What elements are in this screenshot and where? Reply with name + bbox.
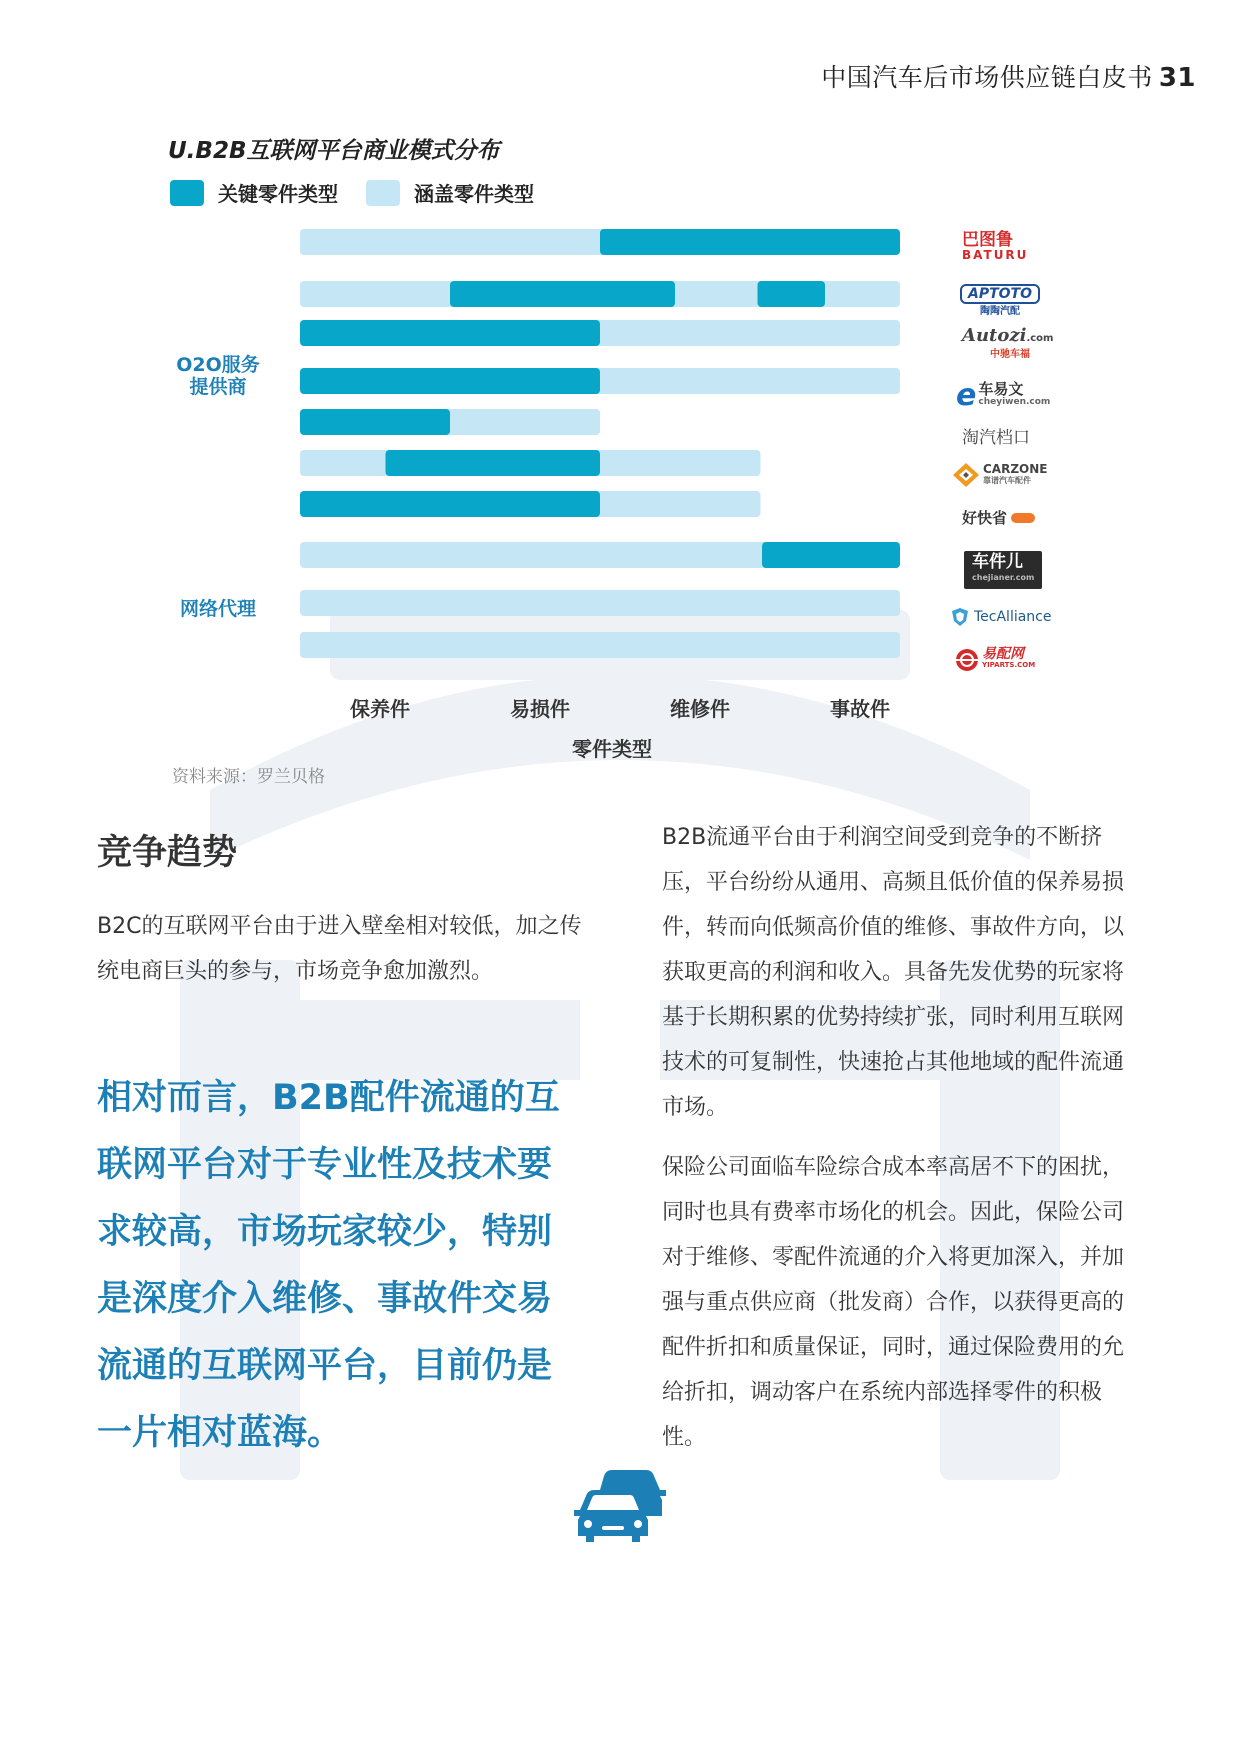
group-label-agent-line1: 网络代理 — [179, 598, 256, 620]
logo-baturu — [962, 230, 1029, 263]
logo-taoqi: 淘汽档口 — [962, 428, 1030, 448]
logo-chejianer-en: chejianer.com — [972, 573, 1035, 582]
bar-cover-8-0 — [300, 590, 900, 616]
pull-quote: 相对而言，B2B配件流通的互联网平台对于专业性及技术要求较高，市场玩家较少，特别是深度介入维修、事故件交易流通的互联网平台，目前仍是一片相对蓝海。 — [97, 1078, 560, 1453]
logo-autozi-cn: 中驰车福 — [990, 349, 1030, 360]
bar-row-4 — [300, 409, 600, 435]
logo-cheyiwen-cn: 车易文 — [978, 379, 1024, 398]
bar-row-6 — [300, 491, 761, 517]
bar-row-0 — [300, 229, 900, 255]
group-label-o2o-line2: 提供商 — [189, 376, 247, 398]
logo-yiparts — [955, 648, 1035, 672]
bar-key-4-0 — [300, 409, 450, 435]
bar-row-1 — [300, 281, 900, 307]
bar-key-5-0 — [386, 450, 601, 476]
logo-aptoto — [960, 284, 1040, 320]
left-paragraph: B2C的互联网平台由于进入壁垒相对较低，加之传统电商巨头的参与，市场竞争愈加激烈。 — [97, 914, 582, 984]
logo-autozi-dot: .com — [1026, 333, 1054, 344]
logo-baturu-cn: 巴图鲁 — [962, 230, 1013, 250]
cheyiwen-e-icon: e — [956, 378, 977, 413]
bar-row-9 — [300, 632, 900, 658]
chart-source: 资料来源：罗兰贝格 — [172, 767, 325, 787]
haokuaisheng-badge-icon — [1011, 513, 1035, 523]
bar-key-0-0 — [600, 229, 900, 255]
bar-key-1-0 — [450, 281, 675, 307]
logo-carzone-en: CARZONE — [983, 462, 1048, 476]
car-icon — [574, 1466, 674, 1550]
logo-baturu-en: BATURU — [962, 248, 1029, 262]
logo-carzone — [952, 462, 1047, 488]
group-label-o2o-line1: O2O服务 — [176, 354, 260, 376]
section-title: 竞争趋势 — [97, 833, 238, 873]
logo-aptoto-cn: 陶陶汽配 — [980, 306, 1020, 317]
bar-row-5 — [300, 450, 761, 476]
logo-tecalliance-text: TecAlliance — [974, 609, 1052, 625]
logo-cheyiwen-text — [978, 379, 1051, 409]
x-tick-label-wear: 易损件 — [510, 697, 570, 721]
logo-carzone-text — [983, 463, 1047, 487]
logo-yiparts-cn: 易配网 — [982, 646, 1024, 662]
logo-carzone-cn: 靠谱汽车配件 — [983, 476, 1031, 485]
bar-key-2-0 — [300, 320, 600, 346]
logo-aptoto-en: APTOTO — [960, 284, 1040, 304]
bar-key-3-0 — [300, 368, 600, 394]
logo-chejianer — [964, 551, 1042, 589]
x-tick-label-accident: 事故件 — [830, 697, 890, 721]
logo-cheyiwen — [956, 378, 1050, 413]
logo-chejianer-cn: 车件儿 — [972, 552, 1023, 572]
logo-cheyiwen-en: cheyiwen.com — [978, 396, 1051, 407]
right-paragraph-1: B2B流通平台由于利润空间受到竞争的不断挤压，平台纷纷从通用、高频且低价值的保养易损件，转而向低频高价值的维修、事故件方向，以获取更高的利润和收入。具备先发优势的玩家将基于长期积累的优势持续扩张，同时利用互联网技术的可复制性，快速抢占其他地域的配件流通市场。 — [662, 825, 1125, 1120]
carzone-diamond-icon — [952, 462, 980, 488]
logo-tecalliance — [950, 607, 1052, 627]
logo-haokuaisheng-text: 好快省 — [962, 509, 1008, 527]
logo-haokuaisheng — [962, 507, 1035, 528]
header-title: 中国汽车后市场供应链白皮书 — [821, 63, 1153, 92]
legend-label-key: 关键零件类型 — [218, 182, 338, 206]
bar-chart — [0, 0, 1241, 760]
bar-row-8 — [300, 590, 900, 616]
bar-row-2 — [300, 320, 900, 346]
logo-yiparts-text — [982, 646, 1036, 671]
logo-autozi — [962, 325, 1054, 363]
bar-key-6-0 — [300, 491, 600, 517]
x-tick-label-repair: 维修件 — [670, 697, 730, 721]
tecalliance-shield-icon — [950, 607, 970, 627]
logo-autozi-en: Autozi — [962, 325, 1027, 346]
bar-row-7 — [300, 542, 900, 568]
page-number: 31 — [1158, 63, 1196, 93]
legend-label-cover: 涵盖零件类型 — [414, 182, 534, 206]
x-tick-label-maintenance: 保养件 — [350, 697, 410, 721]
right-paragraph-2: 保险公司面临车险综合成本率高居不下的困扰，同时也具有费率市场化的机会。因此，保险公司对于维修、零配件流通的介入将更加深入，并加强与重点供应商（批发商）合作，以获得更高的配件折扣和质量保证，同时，通过保险费用的允给折扣，调动客户在系统内部选择零件的积极性。 — [662, 1155, 1125, 1450]
bar-cover-9-0 — [300, 632, 900, 658]
bar-key-7-0 — [762, 542, 900, 568]
x-axis-title: 零件类型 — [572, 737, 652, 761]
bar-key-1-1 — [758, 281, 826, 307]
logo-yiparts-en: YIPARTS.COM — [982, 661, 1036, 669]
yiparts-globe-icon — [955, 648, 979, 672]
chart-title: U.B2B互联网平台商业模式分布 — [168, 138, 500, 164]
bar-row-3 — [300, 368, 900, 394]
